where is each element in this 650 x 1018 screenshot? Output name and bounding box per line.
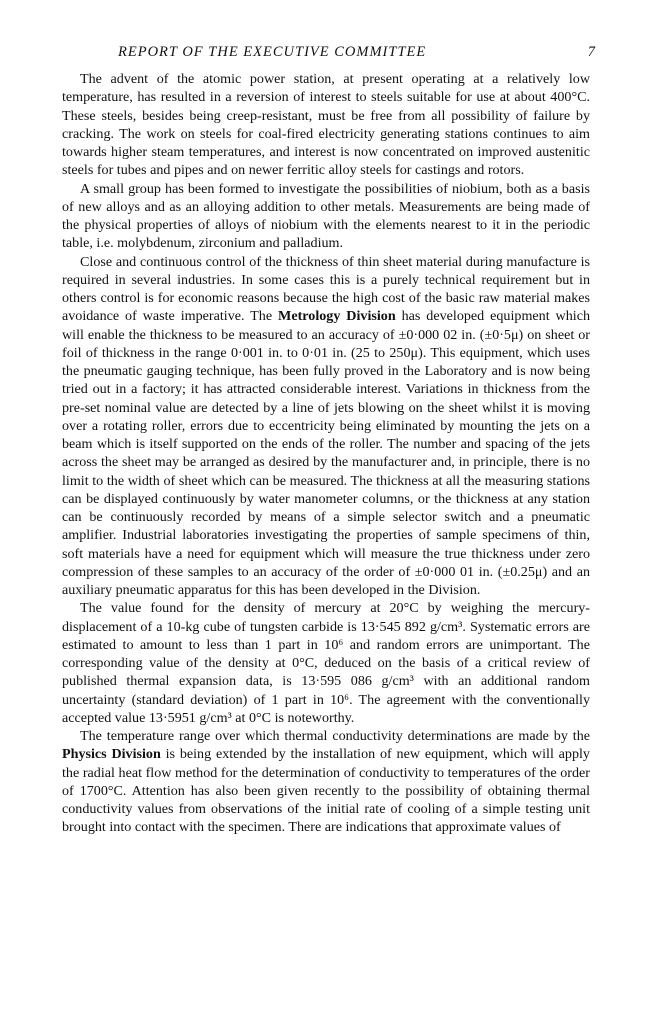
page-number: 7 [587, 44, 596, 60]
paragraph-text-after: is being extended by the installation of new equipment, which will apply the radial heat flow method for the determination of conductivity to temperatures of the order of 1700°C. Attention has also been given recently to the possibility of obtaining thermal conductivity values from observations of the initial rate of cooling of a simple testing unit brought into contact with the specimen. There are indications that approximate values of [62, 746, 590, 836]
paragraph-thermal-conductivity [62, 727, 590, 837]
document-page [62, 44, 596, 837]
running-header [62, 44, 596, 70]
paragraph-text-after: has developed equipment which will enable the thickness to be measured to an accuracy of ±0·000 02 in. (±0·5μ) on sheet or foil of thickness in the range 0·001 in. to 0·01 in. (25 to 250μ). This equipment, which uses the pneumatic gauging technique, has been fully proved in the Laboratory and is now being tried out in a factory; it has attracted considerable interest. Variations in thickness from the pre-set nominal value are detected by a line of jets blowing on the sheet whilst it is moving over a rotating roller, errors due to eccentricity being eliminated by mounting the jets on a beam which is itself supported on the ends of the roller. The number and spacing of the jets across the sheet may be arranged as desired by the manufacturer and, in principle, there is no limit to the width of sheet which can be measured. The thickness at all the measuring stations can be displayed continuously by water manometer columns, or the thickness at any station can be continuously recorded by means of a simple selector switch and a pneumatic amplifier. Industrial laboratories investigating the properties of sample specimens of thin, soft materials have a need for equipment which will measure the true thickness under zero compression of these samples to an accuracy of the order of ±0·000 01 in. (±0.25μ) and an auxiliary pneumatic apparatus for this has been developed in the Division. [62, 308, 590, 598]
metrology-division-term: Metrology Division [278, 308, 396, 325]
paragraph-atomic-power-steels [62, 70, 590, 180]
paragraph-text: A small group has been formed to investigate the possibilities of niobium, both as a basis of new alloys and as an alloying addition to other metals. Measurements are being made of the physical properties of alloys of niobium with the elements nearest to it in the periodic table, i.e. molybdenum, zirconium and palladium. [62, 180, 590, 252]
paragraph-text: The value found for the density of mercury at 20°C by weighing the mercury-displacement of a 10-kg cube of tungsten carbide is 13·545 892 g/cm³. Systematic errors are estimated to amount to less than 1 part in 10⁶ and random errors are unimportant. The corresponding value of the density at 0°C, deduced on the basis of a critical review of published thermal expansion data, is 13·595 086 g/cm³ with an additional random uncertainty (standard deviation) of 1 part in 10⁶. The agreement with the conventionally accepted value 13·5951 g/cm³ at 0°C is noteworthy. [62, 600, 590, 726]
paragraph-mercury-density [62, 599, 590, 727]
paragraph-text: The advent of the atomic power station, at present operating at a relatively low temperature, has resulted in a reversion of interest to steels suitable for use at about 400°C. These steels, besides being creep-resistant, must be free from all possibility of failure by cracking. The work on steels for coal-fired electricity generating stations continues to aim towards higher steam temperatures, and interest is now concentrated on improved austenitic steels for tubes and pipes and on newer ferritic alloy steels for castings and rotors. [62, 71, 590, 179]
paragraph-text-before: The temperature range over which thermal conductivity determinations are made by the [80, 728, 590, 744]
paragraph-sheet-thickness-control [62, 253, 590, 600]
paragraph-text-before: Close and continuous control of the thickness of thin sheet material during manufacture is required in several industries. In some cases this is a purely technical requirement but in others control is for economic reasons because the high cost of the basic raw material makes avoidance of waste imperative. The [62, 253, 590, 325]
body-text [62, 70, 590, 837]
paragraph-niobium-research [62, 180, 590, 253]
physics-division-term: Physics Division [62, 746, 161, 763]
header-title: REPORT OF THE EXECUTIVE COMMITTEE [118, 44, 427, 60]
